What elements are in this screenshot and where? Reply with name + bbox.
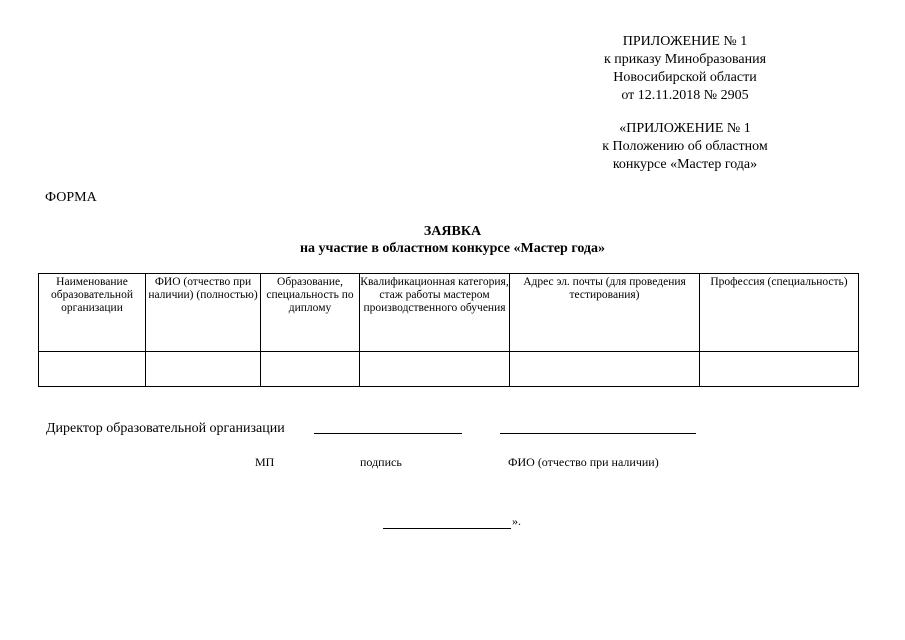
column-header-education: Образование, специальность по диплому: [261, 274, 360, 352]
form-label: ФОРМА: [45, 190, 97, 205]
header-line: Новосибирской области: [613, 70, 757, 85]
table-cell[interactable]: [261, 352, 360, 387]
table-cell[interactable]: [39, 352, 146, 387]
title-subtitle: на участие в областном конкурсе «Мастер года»: [299, 241, 606, 256]
header-line: «ПРИЛОЖЕНИЕ № 1: [619, 121, 751, 136]
header-line: к приказу Минобразования: [603, 52, 767, 67]
application-table: [38, 273, 859, 387]
director-label: Директор образовательной организации: [46, 421, 285, 436]
title-main: ЗАЯВКА: [423, 224, 482, 239]
header-line: конкурсе «Мастер года»: [612, 157, 758, 172]
table-header-row: [39, 274, 859, 352]
header-line: от 12.11.2018 № 2905: [621, 88, 749, 103]
signature-caption: подпись: [360, 455, 402, 469]
column-header-fio: ФИО (отчество при наличии) (полностью): [146, 274, 261, 352]
column-header-qualification: Квалификационная категория, стаж работы мастером производственного обучения: [360, 274, 510, 352]
closing-line: [383, 528, 511, 529]
closing-quote-mark: ».: [512, 514, 521, 528]
table-cell[interactable]: [146, 352, 261, 387]
document-title: [0, 223, 905, 257]
stamp-caption: МП: [255, 455, 275, 469]
fio-caption: ФИО (отчество при наличии): [508, 455, 659, 469]
table-cell[interactable]: [360, 352, 510, 387]
table-cell[interactable]: [700, 352, 859, 387]
signature-line[interactable]: [314, 433, 462, 434]
header-line: ПРИЛОЖЕНИЕ № 1: [622, 34, 748, 49]
column-header-organization: Наименование образовательной организации: [39, 274, 146, 352]
column-header-profession: Профессия (специальность): [700, 274, 859, 352]
fio-line[interactable]: [500, 433, 696, 434]
header-line: к Положению об областном: [602, 139, 768, 154]
appendix-header-order: [570, 33, 800, 105]
column-header-email: Адрес эл. почты (для проведения тестирования): [510, 274, 700, 352]
appendix-header-regulation: [570, 120, 800, 174]
table-cell[interactable]: [510, 352, 700, 387]
table-row: [39, 352, 859, 387]
